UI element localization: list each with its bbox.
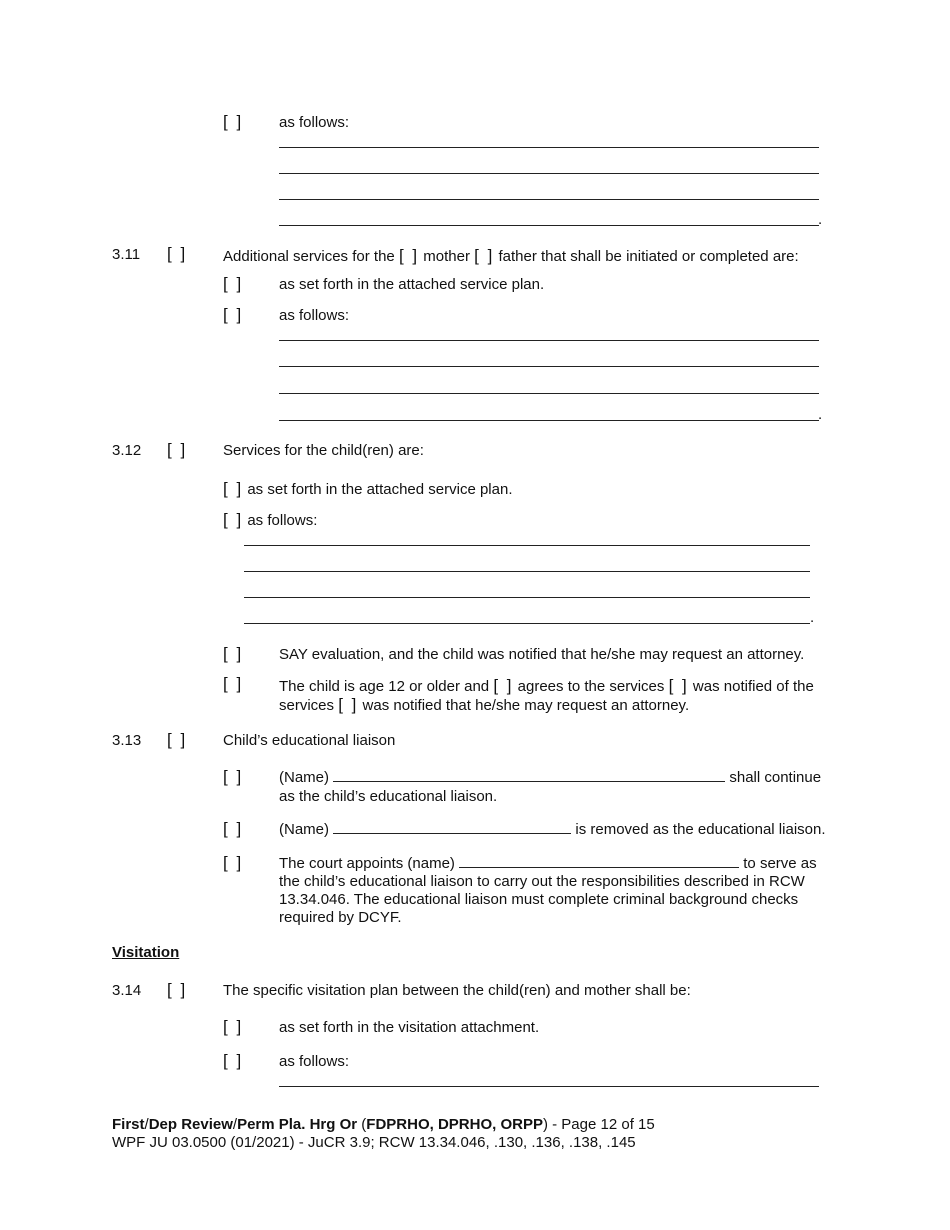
blank-line[interactable] [244, 545, 810, 546]
checkbox[interactable]: [ ] [223, 767, 244, 786]
text-part: (Name) [279, 769, 330, 786]
option-row [223, 510, 317, 530]
checkbox[interactable]: [ ] [493, 676, 514, 695]
blank-line[interactable] [244, 597, 810, 598]
option-text: as follows: [279, 307, 350, 324]
checkbox[interactable]: [ ] [668, 676, 689, 695]
checkbox[interactable]: [ ] [223, 674, 244, 693]
say-text: SAY evaluation, and the child was notified that he/she may request an attorney. [279, 646, 805, 663]
section-number: 3.11 [112, 246, 141, 263]
footer-text: ( [357, 1116, 367, 1133]
blank-line[interactable] [279, 173, 819, 174]
checkbox[interactable]: [ ] [223, 853, 244, 872]
text-part: shall continue [729, 769, 822, 786]
blank-line[interactable] [279, 225, 819, 226]
text-part: is removed as the educational liaison. [575, 821, 826, 838]
checkbox[interactable]: [ ] [223, 274, 244, 293]
section-text [223, 246, 799, 266]
footer-text: / [144, 1116, 149, 1133]
text-part: (Name) [279, 821, 330, 838]
option-text: as follows: [279, 1053, 350, 1070]
footer-bold: FDPRHO, DPRHO, ORPP [366, 1116, 543, 1133]
blank-line[interactable] [279, 147, 819, 148]
option-text: as set forth in the attached service plan. [279, 276, 545, 293]
name-field[interactable] [459, 855, 739, 868]
period: . [818, 211, 823, 228]
footer-bold: First [112, 1116, 145, 1133]
checkbox[interactable]: [ ] [223, 510, 244, 529]
footer-title [112, 1116, 655, 1133]
continue-line-2: as the child’s educational liaison. [279, 788, 498, 805]
footer-text: / [232, 1116, 238, 1133]
appoints-line-1 [279, 855, 817, 872]
text-part: father that shall be initiated or completed are: [498, 248, 799, 265]
continue-line-1 [279, 769, 821, 786]
blank-line[interactable] [279, 393, 819, 394]
footer-text: ) - Page 12 of 15 [542, 1116, 655, 1133]
section-number: 3.13 [112, 732, 142, 749]
text-part: was notified that he/she may request an attorney. [362, 697, 690, 714]
section-text: The specific visitation plan between the child(ren) and mother shall be: [223, 982, 691, 999]
checkbox[interactable]: [ ] [167, 980, 188, 999]
text-part: Additional services for the [223, 248, 395, 265]
checkbox[interactable]: [ ] [223, 1017, 244, 1036]
blank-line[interactable] [279, 1086, 819, 1087]
appoints-rest: the child’s educational liaison to carry out the responsibilities described in RCW 13.34.046. The educational liaison must complete criminal background checks required by DCYF. [279, 873, 805, 926]
text-part: services [279, 697, 335, 714]
text-part: The child is age 12 or older and [279, 678, 490, 695]
option-row [223, 479, 513, 499]
age-line-1 [279, 676, 814, 696]
blank-line[interactable] [244, 623, 810, 624]
checkbox[interactable]: [ ] [474, 246, 495, 265]
checkbox[interactable]: [ ] [167, 440, 188, 459]
period: . [818, 406, 823, 423]
text-part: agrees to the services [517, 678, 665, 695]
checkbox[interactable]: [ ] [167, 244, 188, 263]
blank-line[interactable] [244, 571, 810, 572]
removed-line [279, 821, 826, 838]
name-field[interactable] [333, 821, 571, 834]
text-part: was notified of the [692, 678, 814, 695]
text-part: The court appoints (name) [279, 855, 455, 872]
checkbox[interactable]: [ ] [223, 644, 244, 663]
blank-line[interactable] [279, 199, 819, 200]
section-text: Services for the child(ren) are: [223, 442, 424, 459]
checkbox[interactable]: [ ] [223, 1051, 244, 1070]
age-line-2 [279, 695, 689, 715]
period: . [810, 609, 815, 626]
section-text: Child’s educational liaison [223, 732, 396, 749]
checkbox[interactable]: [ ] [223, 305, 244, 324]
blank-line[interactable] [279, 420, 819, 421]
section-number: 3.12 [112, 442, 142, 459]
checkbox[interactable]: [ ] [338, 695, 359, 714]
name-field[interactable] [333, 769, 725, 782]
option-text: as set forth in the visitation attachment. [279, 1019, 540, 1036]
checkbox[interactable]: [ ] [398, 246, 420, 265]
footer-bold: Perm Pla. Hrg Or [237, 1116, 358, 1133]
as-follows-label: as follows: [279, 114, 350, 131]
section-number: 3.14 [112, 982, 142, 999]
checkbox[interactable]: [ ] [223, 819, 244, 838]
checkbox[interactable]: [ ] [223, 112, 244, 131]
visitation-heading: Visitation [112, 944, 180, 961]
option-text: as set forth in the attached service plan. [247, 481, 513, 498]
checkbox[interactable]: [ ] [223, 479, 244, 498]
footer-citation: WPF JU 03.0500 (01/2021) - JuCR 3.9; RCW 13.34.046, .130, .136, .138, .145 [112, 1134, 636, 1151]
text-part: to serve as [743, 855, 817, 872]
text-part: mother [423, 248, 470, 265]
footer-bold: Dep Review [148, 1116, 233, 1133]
checkbox[interactable]: [ ] [167, 730, 188, 749]
blank-line[interactable] [279, 340, 819, 341]
option-text: as follows: [247, 512, 318, 529]
blank-line[interactable] [279, 366, 819, 367]
